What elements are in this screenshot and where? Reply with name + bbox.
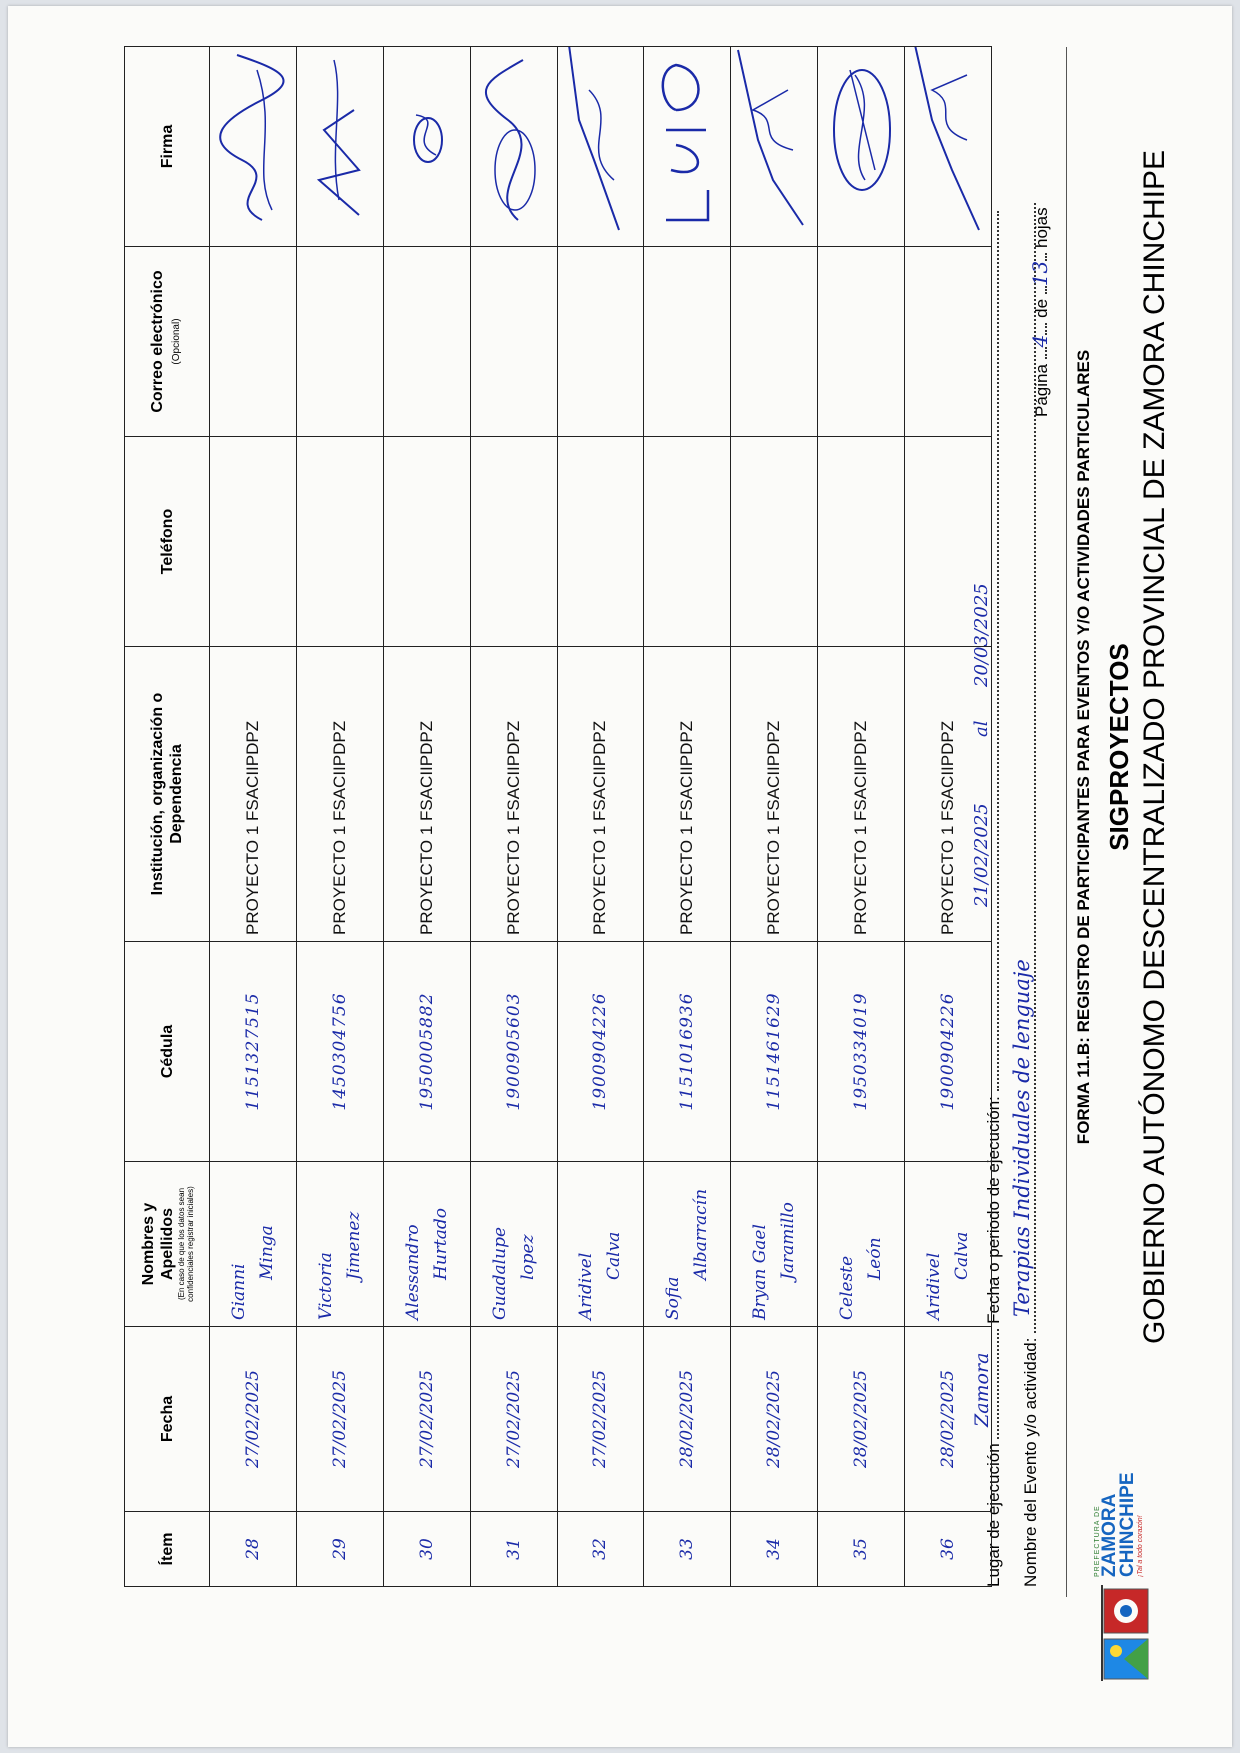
- page-content: [8, 6, 1232, 1747]
- period-from: 21/02/2025: [971, 803, 992, 907]
- table-row: [557, 47, 644, 1587]
- cell-name: [557, 1162, 644, 1327]
- cell-item: 33: [644, 1512, 731, 1587]
- period-to: 20/03/2025: [971, 583, 992, 687]
- col-phone-header: Teléfono: [125, 437, 210, 647]
- cell-cedula: 1950334019: [818, 942, 905, 1162]
- page-dots-1: [1031, 347, 1047, 359]
- page-title: GOBIERNO AUTÓNOMO DESCENTRALIZADO PROVINCIAL DE ZAMORA CHINCHIPE: [1138, 149, 1171, 1345]
- cell-item: 36: [905, 1512, 992, 1587]
- cell-signature: [731, 47, 818, 247]
- handwritten-signature: [646, 47, 728, 241]
- cell-phone: [818, 437, 905, 647]
- logo-line2: CHINCHIPE: [1117, 1472, 1138, 1577]
- page-of-label: de: [1032, 298, 1051, 318]
- cell-date: 27/02/2025: [210, 1327, 297, 1512]
- scanned-page: [8, 6, 1232, 1747]
- table-row: [644, 47, 731, 1587]
- participants-table: [124, 46, 992, 1587]
- page-dots-2: [1031, 323, 1047, 335]
- logo-prefix: PREFECTURA DE: [1094, 1505, 1101, 1577]
- col-name-note: (En caso de que los datos sean confidenciales registrar iniciales): [177, 1186, 195, 1302]
- col-email-header: [125, 247, 210, 437]
- name-first: Bryan Gael: [750, 1224, 771, 1320]
- cell-institution: PROYECTO 1 FSACIIPDPZ: [644, 647, 731, 942]
- table-row: [905, 47, 992, 1587]
- col-name-header: [125, 1162, 210, 1327]
- cell-name: [905, 1162, 992, 1327]
- cell-cedula: 1900904226: [905, 942, 992, 1162]
- cell-institution: PROYECTO 1 FSACIIPDPZ: [818, 647, 905, 942]
- table-row: [731, 47, 818, 1587]
- cell-date: 27/02/2025: [383, 1327, 470, 1512]
- cell-name: [296, 1162, 383, 1327]
- place-label: Lugar de ejecución: [984, 1443, 1003, 1587]
- name-last: Albarracín: [691, 1188, 712, 1280]
- cell-cedula: 1151461629: [731, 942, 818, 1162]
- logo-line1: ZAMORA: [1099, 1493, 1120, 1577]
- page-number: 4: [1028, 334, 1052, 348]
- cell-phone: [296, 437, 383, 647]
- cell-phone: [470, 437, 557, 647]
- table-row: [470, 47, 557, 1587]
- logo-wordmark: [1094, 1472, 1144, 1577]
- cell-date: 28/02/2025: [818, 1327, 905, 1512]
- cell-signature: [383, 47, 470, 247]
- name-first: Aridivel: [576, 1252, 597, 1320]
- logo-tagline: ¡Tal a todo corazón!: [1137, 1515, 1144, 1577]
- cell-item: 29: [296, 1512, 383, 1587]
- page-label: Página: [1032, 364, 1051, 417]
- col-email-title: Correo electrónico: [149, 270, 166, 413]
- cell-cedula: 1450304756: [296, 942, 383, 1162]
- col-cedula-header: Cédula: [125, 942, 210, 1162]
- table-row: [383, 47, 470, 1587]
- name-last: Calva: [604, 1231, 625, 1280]
- handwritten-signature: [212, 47, 294, 241]
- name-first: Aridivel: [924, 1252, 944, 1320]
- name-last: lopez: [517, 1234, 538, 1280]
- name-first: Guadalupe: [489, 1226, 510, 1320]
- cell-cedula: 1950005882: [383, 942, 470, 1162]
- cell-signature: [818, 47, 905, 247]
- cell-institution: PROYECTO 1 FSACIIPDPZ: [296, 647, 383, 942]
- cell-email: [296, 247, 383, 437]
- cell-name: [731, 1162, 818, 1327]
- cell-name: [383, 1162, 470, 1327]
- cell-name: [818, 1162, 905, 1327]
- cell-name: [470, 1162, 557, 1327]
- cell-phone: [557, 437, 644, 647]
- table-row: [818, 47, 905, 1587]
- cell-institution: PROYECTO 1 FSACIIPDPZ: [731, 647, 818, 942]
- table-header-row: [125, 47, 210, 1587]
- page-subtitle: SIGPROYECTOS: [1104, 643, 1134, 851]
- cell-date: 28/02/2025: [644, 1327, 731, 1512]
- name-last: León: [865, 1237, 886, 1280]
- cell-item: 31: [470, 1512, 557, 1587]
- page-unit-label: hojas: [1032, 207, 1051, 249]
- cell-item: 30: [383, 1512, 470, 1587]
- cell-email: [731, 247, 818, 437]
- cell-date: 27/02/2025: [470, 1327, 557, 1512]
- name-last: Hurtado: [430, 1208, 451, 1280]
- col-name-title: Nombres y Apellidos: [140, 1202, 176, 1286]
- cell-cedula: 1900904226: [557, 942, 644, 1162]
- handwritten-signature: [820, 47, 902, 241]
- cell-institution: PROYECTO 1 FSACIIPDPZ: [470, 647, 557, 942]
- handwritten-signature: [907, 47, 989, 241]
- cell-email: [383, 247, 470, 437]
- cell-email: [818, 247, 905, 437]
- cell-date: 28/02/2025: [905, 1327, 992, 1512]
- page-dots-4: [1031, 253, 1047, 261]
- cell-institution: PROYECTO 1 FSACIIPDPZ: [210, 647, 297, 942]
- name-last: Minga: [256, 1225, 277, 1280]
- cell-signature: [557, 47, 644, 247]
- cell-cedula: 1151016936: [644, 942, 731, 1162]
- cell-email: [470, 247, 557, 437]
- event-label: Nombre del Evento y/o actividad:: [1021, 1337, 1040, 1587]
- name-first: Victoria: [315, 1252, 336, 1320]
- name-last: Jaramillo: [778, 1202, 799, 1280]
- event-value: Terapias Individuales de lenguaje: [1010, 959, 1034, 1317]
- handwritten-signature: [559, 47, 641, 241]
- cell-phone: [731, 437, 818, 647]
- period-separator: al: [971, 720, 992, 737]
- form-title: FORMA 11.B: REGISTRO DE PARTICIPANTES PARA EVENTOS Y/O ACTIVIDADES PARTICULARES: [1074, 349, 1093, 1145]
- cell-item: 34: [731, 1512, 818, 1587]
- cell-email: [905, 247, 992, 437]
- page-dots-3: [1031, 286, 1047, 294]
- page-counter: [1028, 207, 1052, 417]
- handwritten-signature: [473, 47, 555, 241]
- cell-name: [210, 1162, 297, 1327]
- cell-institution: PROYECTO 1 FSACIIPDPZ: [383, 647, 470, 942]
- cell-phone: [210, 437, 297, 647]
- name-first: Sofia: [663, 1276, 684, 1320]
- table-row: [296, 47, 383, 1587]
- cell-signature: [470, 47, 557, 247]
- handwritten-signature: [386, 47, 468, 241]
- cell-cedula: 1900905603: [470, 942, 557, 1162]
- cell-cedula: 1151327515: [210, 942, 297, 1162]
- cell-date: 28/02/2025: [731, 1327, 818, 1512]
- cell-signature: [210, 47, 297, 247]
- cell-signature: [905, 47, 992, 247]
- cell-item: 28: [210, 1512, 297, 1587]
- cell-item: 35: [818, 1512, 905, 1587]
- cell-phone: [905, 437, 992, 647]
- period-label: Fecha o periodo de ejecución:: [984, 1096, 1003, 1324]
- cell-phone: [644, 437, 731, 647]
- name-first: Alessandro: [402, 1224, 423, 1320]
- cell-date: 27/02/2025: [557, 1327, 644, 1512]
- cell-phone: [383, 437, 470, 647]
- table-row: [210, 47, 297, 1587]
- cell-email: [644, 247, 731, 437]
- place-value: Zamora: [971, 1352, 993, 1427]
- handwritten-signature: [733, 47, 815, 241]
- cell-email: [557, 247, 644, 437]
- col-item-header: Ítem: [125, 1512, 210, 1587]
- cell-date: 27/02/2025: [296, 1327, 383, 1512]
- cell-institution: PROYECTO 1 FSACIIPDPZ: [557, 647, 644, 942]
- handwritten-signature: [299, 47, 381, 241]
- header-divider: [1066, 47, 1067, 1597]
- cell-email: [210, 247, 297, 437]
- name-last: Calva: [952, 1231, 972, 1280]
- cell-signature: [644, 47, 731, 247]
- cell-institution: PROYECTO 1 FSACIIPDPZ: [905, 647, 992, 942]
- name-last: Jimenez: [343, 1211, 364, 1280]
- prefecture-logo-icon: [1096, 1583, 1156, 1683]
- col-email-note: (Opcional): [171, 318, 182, 365]
- cell-signature: [296, 47, 383, 247]
- cell-name: [644, 1162, 731, 1327]
- col-date-header: Fecha: [125, 1327, 210, 1512]
- col-signature-header: Firma: [125, 47, 210, 247]
- page-total: 13: [1028, 260, 1052, 287]
- cell-item: 32: [557, 1512, 644, 1587]
- col-institution-header: Institución, organización o Dependencia: [125, 647, 210, 942]
- name-first: Celeste: [837, 1255, 858, 1320]
- name-first: Gianni: [228, 1263, 249, 1320]
